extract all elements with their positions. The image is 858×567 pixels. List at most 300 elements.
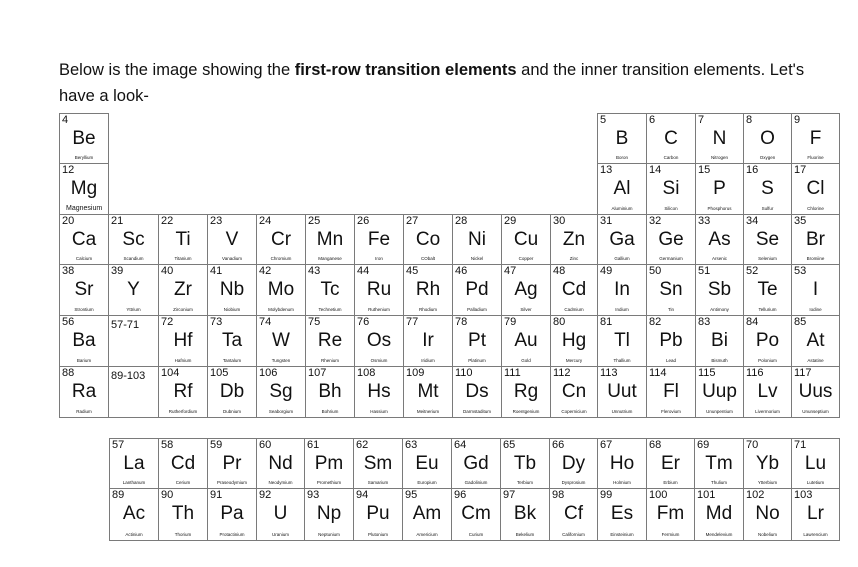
element-cell-ir [403,315,453,367]
atomic-number: 101 [697,489,716,501]
element-symbol: Cd [170,453,196,474]
element-cell-at [791,315,840,367]
element-cell-ra [59,366,109,418]
element-symbol: Ac [122,503,146,524]
element-symbol: Nb [219,279,245,300]
element-cell-os [354,315,404,367]
atomic-number: 78 [455,316,468,328]
element-name: Silicon [664,206,678,211]
element-symbol: Am [412,503,442,524]
element-name: Titanium [174,256,192,261]
element-cell-ac [109,488,159,541]
element-name: Fermium [661,532,680,537]
element-name: Radium [76,409,92,414]
element-symbol: W [272,330,290,351]
element-cell-fl [646,366,696,418]
atomic-number: 51 [698,265,711,277]
element-name: Strontium [74,307,94,312]
element-cell-p [695,163,744,215]
element-name: Osmium [370,358,388,363]
element-cell-cn [550,366,598,418]
atomic-number: 84 [746,316,759,328]
element-name: Niobium [223,307,241,312]
element-cell-pr [207,438,257,489]
atomic-number: 49 [600,265,613,277]
element-cell-pa [207,488,257,541]
element-symbol: Co [415,229,441,250]
element-name: Germanium [659,256,683,261]
element-symbol: Ge [658,229,684,250]
element-symbol: N [712,128,727,149]
element-symbol: No [755,503,780,524]
atomic-number: 89 [112,489,125,501]
atomic-number: 105 [210,367,229,379]
element-symbol: Fm [656,503,685,524]
element-symbol: Y [127,279,140,300]
atomic-number: 71 [794,439,807,451]
atomic-number: 97 [503,489,516,501]
element-symbol: Hf [173,330,193,351]
element-cell-th [158,488,208,541]
element-name: Yttrium [126,307,141,312]
atomic-number: 103 [794,489,813,501]
element-symbol: Ho [609,453,635,474]
element-symbol: As [708,229,731,250]
element-symbol: Rg [513,381,539,402]
element-symbol: Ir [422,330,434,351]
element-name: Beryllium [74,155,94,160]
element-cell-mg [59,163,109,215]
element-name: Ruthenium [368,307,390,312]
atomic-number: 98 [552,489,565,501]
element-symbol: Bk [513,503,537,524]
element-cell-u [256,488,305,541]
element-symbol: Np [316,503,342,524]
element-symbol: Ru [366,279,392,300]
element-name: Samarium [367,480,389,485]
element-cell-ni [452,214,502,265]
element-symbol: Pt [468,330,486,351]
element-cell-br [791,214,840,265]
element-name: Plutonium [367,532,388,537]
element-symbol: Os [366,330,392,351]
atomic-number: 111 [504,367,521,379]
atomic-number: 43 [308,265,321,277]
element-name: Flerovium [661,409,681,414]
element-name: Dysprosium [561,480,586,485]
element-symbol: Pm [314,453,344,474]
element-cell-se [743,214,792,265]
atomic-number: 75 [308,316,321,328]
element-name: Roentgenium [512,409,540,414]
atomic-number: 44 [357,265,370,277]
element-symbol: Mg [70,178,98,199]
element-name: Thulium [710,480,727,485]
element-symbol: Al [613,178,631,199]
element-symbol: Mn [316,229,344,250]
element-symbol: Si [662,178,680,199]
element-name: Lutetium [806,480,825,485]
element-symbol: Yb [755,453,780,474]
element-cell-cm [451,488,501,541]
element-cell-n [695,113,744,164]
element-symbol: S [761,178,774,199]
element-name: Livermorium [755,409,780,414]
element-symbol: Bi [711,330,728,351]
element-name: Selenium [758,256,777,261]
element-symbol: Ba [72,330,96,351]
element-cell-nb [207,264,257,316]
atomic-number: 15 [698,164,711,176]
atomic-number: 62 [356,439,369,451]
element-cell-ru [354,264,404,316]
atomic-number: 32 [649,215,662,227]
element-cell-sr [59,264,109,316]
element-name: Gadolinium [464,480,488,485]
element-name: Praseodymium [216,480,247,485]
element-cell-al [597,163,647,215]
element-symbol: Fl [663,381,679,402]
atomic-number: 35 [794,215,807,227]
element-symbol: Cf [564,503,583,524]
atomic-number: 77 [406,316,419,328]
element-cell-lv [743,366,792,418]
element-name: Technetium [318,307,342,312]
atomic-number: 113 [600,367,618,379]
element-name: Gold [521,358,531,363]
element-cell-zn [550,214,598,265]
element-name: Nickel [470,256,484,261]
element-cell-md [694,488,744,541]
element-cell-lu [791,438,840,489]
atomic-number: 50 [649,265,662,277]
element-symbol: Cm [461,503,491,524]
element-cell-cf [549,488,598,541]
intro-text-before: Below is the image showing the [59,61,295,79]
element-symbol: Sg [269,381,293,402]
element-cell-db [207,366,257,418]
element-name: Mendelevium [705,532,733,537]
element-name: Palladium [467,307,487,312]
element-symbol: Cl [806,178,825,199]
element-symbol: Zn [562,229,586,250]
element-name: Unnutrium [611,409,633,414]
element-name: Chlorine [807,206,824,211]
element-symbol: Tm [705,453,733,474]
element-cell-cr [256,214,306,265]
element-cell-te [743,264,792,316]
atomic-number: 112 [553,367,571,379]
atomic-number: 29 [504,215,517,227]
element-name: Hafnium [174,358,192,363]
element-symbol: V [225,229,239,250]
intro-paragraph [59,57,819,109]
atomic-number: 107 [308,367,327,379]
element-cell-hg [550,315,598,367]
element-cell-dy [549,438,598,489]
element-symbol: O [760,128,775,149]
atomic-number: 12 [62,164,75,176]
atomic-number: 23 [210,215,223,227]
element-symbol: Po [755,330,780,351]
element-cell-tm [694,438,744,489]
atomic-number: 106 [259,367,278,379]
atomic-number: 104 [161,367,180,379]
element-symbol: Zr [174,279,192,300]
atomic-number: 99 [600,489,613,501]
element-name: Carbon [663,155,679,160]
atomic-number: 95 [405,489,418,501]
atomic-number: 33 [698,215,711,227]
element-symbol: Cr [270,229,292,250]
atomic-number: 9 [794,114,801,126]
atomic-number: 70 [746,439,759,451]
element-range-cell [108,315,159,367]
element-cell-tl [597,315,647,367]
element-name: Europium [417,480,437,485]
atomic-number: 28 [455,215,468,227]
element-name: Cerium [175,480,191,485]
element-range-cell [108,366,159,418]
element-name: Iodine [809,307,822,312]
element-name: Californium [562,532,585,537]
element-name: Copernicium [561,409,587,414]
element-name: Holmium [613,480,631,485]
element-cell-pd [452,264,502,316]
element-cell-er [646,438,695,489]
element-cell-co [403,214,453,265]
element-cell-f [791,113,840,164]
element-cell-uus [791,366,840,418]
element-name: Vanadium [222,256,242,261]
element-symbol: Cu [513,229,539,250]
element-symbol: Be [72,128,96,149]
element-symbol: P [713,178,726,199]
element-symbol: Db [219,381,245,402]
element-name: Polonium [758,358,777,363]
element-cell-hf [158,315,208,367]
element-name: Neodymium [268,480,293,485]
atomic-number: 26 [357,215,370,227]
element-name: Chromium [270,256,292,261]
atomic-number: 65 [503,439,516,451]
element-symbol: In [614,279,630,300]
element-name: Manganese [318,256,342,261]
atomic-number: 7 [698,114,705,126]
atomic-number: 38 [62,265,75,277]
atomic-number: 117 [794,367,812,379]
element-name: Aluminium [611,206,633,211]
element-symbol: Te [757,279,778,300]
element-name: Copper [518,256,534,261]
atomic-number: 102 [746,489,765,501]
element-symbol: Sc [122,229,145,250]
atomic-number: 5 [600,114,607,126]
element-name: Phosphorus [707,206,732,211]
element-cell-be [59,113,109,164]
atomic-number: 4 [62,114,69,126]
element-name: Nobelium [757,532,777,537]
atomic-number: 57 [112,439,125,451]
element-name: Darmstaditum [462,409,491,414]
element-cell-sn [646,264,696,316]
atomic-number: 48 [553,265,566,277]
element-cell-np [304,488,354,541]
element-cell-ag [501,264,551,316]
atomic-number: 59 [210,439,223,451]
atomic-number: 96 [454,489,467,501]
element-name: Dubnium [222,409,241,414]
atomic-number: 110 [455,367,473,379]
element-name: Lanthanum [122,480,146,485]
atomic-number: 109 [406,367,425,379]
element-symbol: F [809,128,822,149]
atomic-number: 66 [552,439,565,451]
element-cell-rf [158,366,208,418]
atomic-number: 60 [259,439,272,451]
element-symbol: B [615,128,629,149]
element-symbol: Ds [465,381,489,402]
atomic-number: 41 [210,265,223,277]
element-cell-la [109,438,159,489]
element-name: Rutherfordium [168,409,198,414]
element-cell-cu [501,214,551,265]
element-cell-tb [500,438,550,489]
atomic-number: 67 [600,439,613,451]
element-name: Arsenic [711,256,727,261]
atomic-number: 114 [649,367,667,379]
atomic-number: 17 [794,164,807,176]
element-cell-in [597,264,647,316]
element-cell-ca [59,214,109,265]
intro-text-after: and the inner transition elements. Let's have a look- [59,61,805,105]
atomic-number: 21 [111,215,124,227]
atomic-number: 40 [161,265,174,277]
element-symbol: Ag [514,279,538,300]
element-symbol: Gd [463,453,489,474]
element-name: Platinum [468,358,486,363]
element-cell-gd [451,438,501,489]
element-symbol: Es [610,503,634,524]
element-symbol: Lu [804,453,827,474]
element-cell-fe [354,214,404,265]
element-cell-ba [59,315,109,367]
atomic-number: 46 [455,265,468,277]
element-name: Thorium [174,532,192,537]
atomic-number: 72 [161,316,174,328]
element-name: Meitnerium [416,409,440,414]
atomic-number: 27 [406,215,419,227]
atomic-number: 73 [210,316,223,328]
element-name: Iron [375,256,383,261]
element-name: Thallium [613,358,631,363]
element-cell-s [743,163,792,215]
element-name: Rhodium [418,307,437,312]
element-symbol: Uus [798,381,833,402]
element-symbol: Ca [71,229,97,250]
element-symbol: Tc [320,279,340,300]
element-symbol: Rh [415,279,441,300]
atomic-number: 14 [649,164,662,176]
element-symbol: Sm [363,453,393,474]
element-cell-mn [305,214,355,265]
element-name: Neptunium [318,532,340,537]
element-cell-cl [791,163,840,215]
atomic-number: 20 [62,215,75,227]
element-symbol: At [806,330,825,351]
element-cell-cd [158,438,208,489]
element-symbol: Sb [707,279,732,300]
atomic-number: 91 [210,489,223,501]
element-name: Lawrencium [803,532,828,537]
atomic-number: 52 [746,265,759,277]
atomic-number-range: 57-71 [111,319,140,331]
element-symbol: Ta [221,330,243,351]
element-name: Tin [667,307,675,312]
atomic-number: 92 [259,489,272,501]
atomic-number: 68 [649,439,662,451]
element-symbol: U [273,503,288,524]
element-cell-mt [403,366,453,418]
element-symbol: Uup [702,381,737,402]
element-cell-uut [597,366,647,418]
element-symbol: Eu [415,453,439,474]
element-symbol: Md [705,503,733,524]
atomic-number: 42 [259,265,272,277]
atomic-number: 64 [454,439,467,451]
element-cell-pb [646,315,696,367]
element-name: Tellurium [758,307,777,312]
element-name: Iridium [421,358,435,363]
element-name: Americium [416,532,438,537]
element-name: Antimony [710,307,729,312]
element-cell-sg [256,366,306,418]
atomic-number: 94 [356,489,369,501]
element-symbol: Ga [609,229,635,250]
element-symbol: Tl [614,330,630,351]
atomic-number: 83 [698,316,711,328]
element-cell-zr [158,264,208,316]
atomic-number: 30 [553,215,566,227]
element-cell-re [305,315,355,367]
element-cell-v [207,214,257,265]
element-name: Terbium [516,480,533,485]
element-name: Oxygen [759,155,776,160]
element-cell-lr [791,488,840,541]
element-symbol: La [123,453,145,474]
element-cell-pu [353,488,403,541]
atomic-number: 6 [649,114,656,126]
element-cell-fm [646,488,695,541]
atomic-number: 115 [698,367,716,379]
atomic-number: 63 [405,439,418,451]
atomic-number: 74 [259,316,272,328]
element-symbol: Hg [561,330,587,351]
element-name: Hassium [370,409,388,414]
atomic-number: 13 [600,164,613,176]
element-cell-cd [550,264,598,316]
element-name: Bismuth [711,358,728,363]
element-symbol: Th [171,503,195,524]
intro-text-bold: first-row transition elements [294,61,517,79]
element-symbol: Mo [267,279,295,300]
atomic-number: 16 [746,164,759,176]
element-cell-ds [452,366,502,418]
element-name: Astatine [807,358,824,363]
element-name: Actinium [125,532,143,537]
element-name: Scandium [123,256,144,261]
atomic-number: 116 [746,367,764,379]
